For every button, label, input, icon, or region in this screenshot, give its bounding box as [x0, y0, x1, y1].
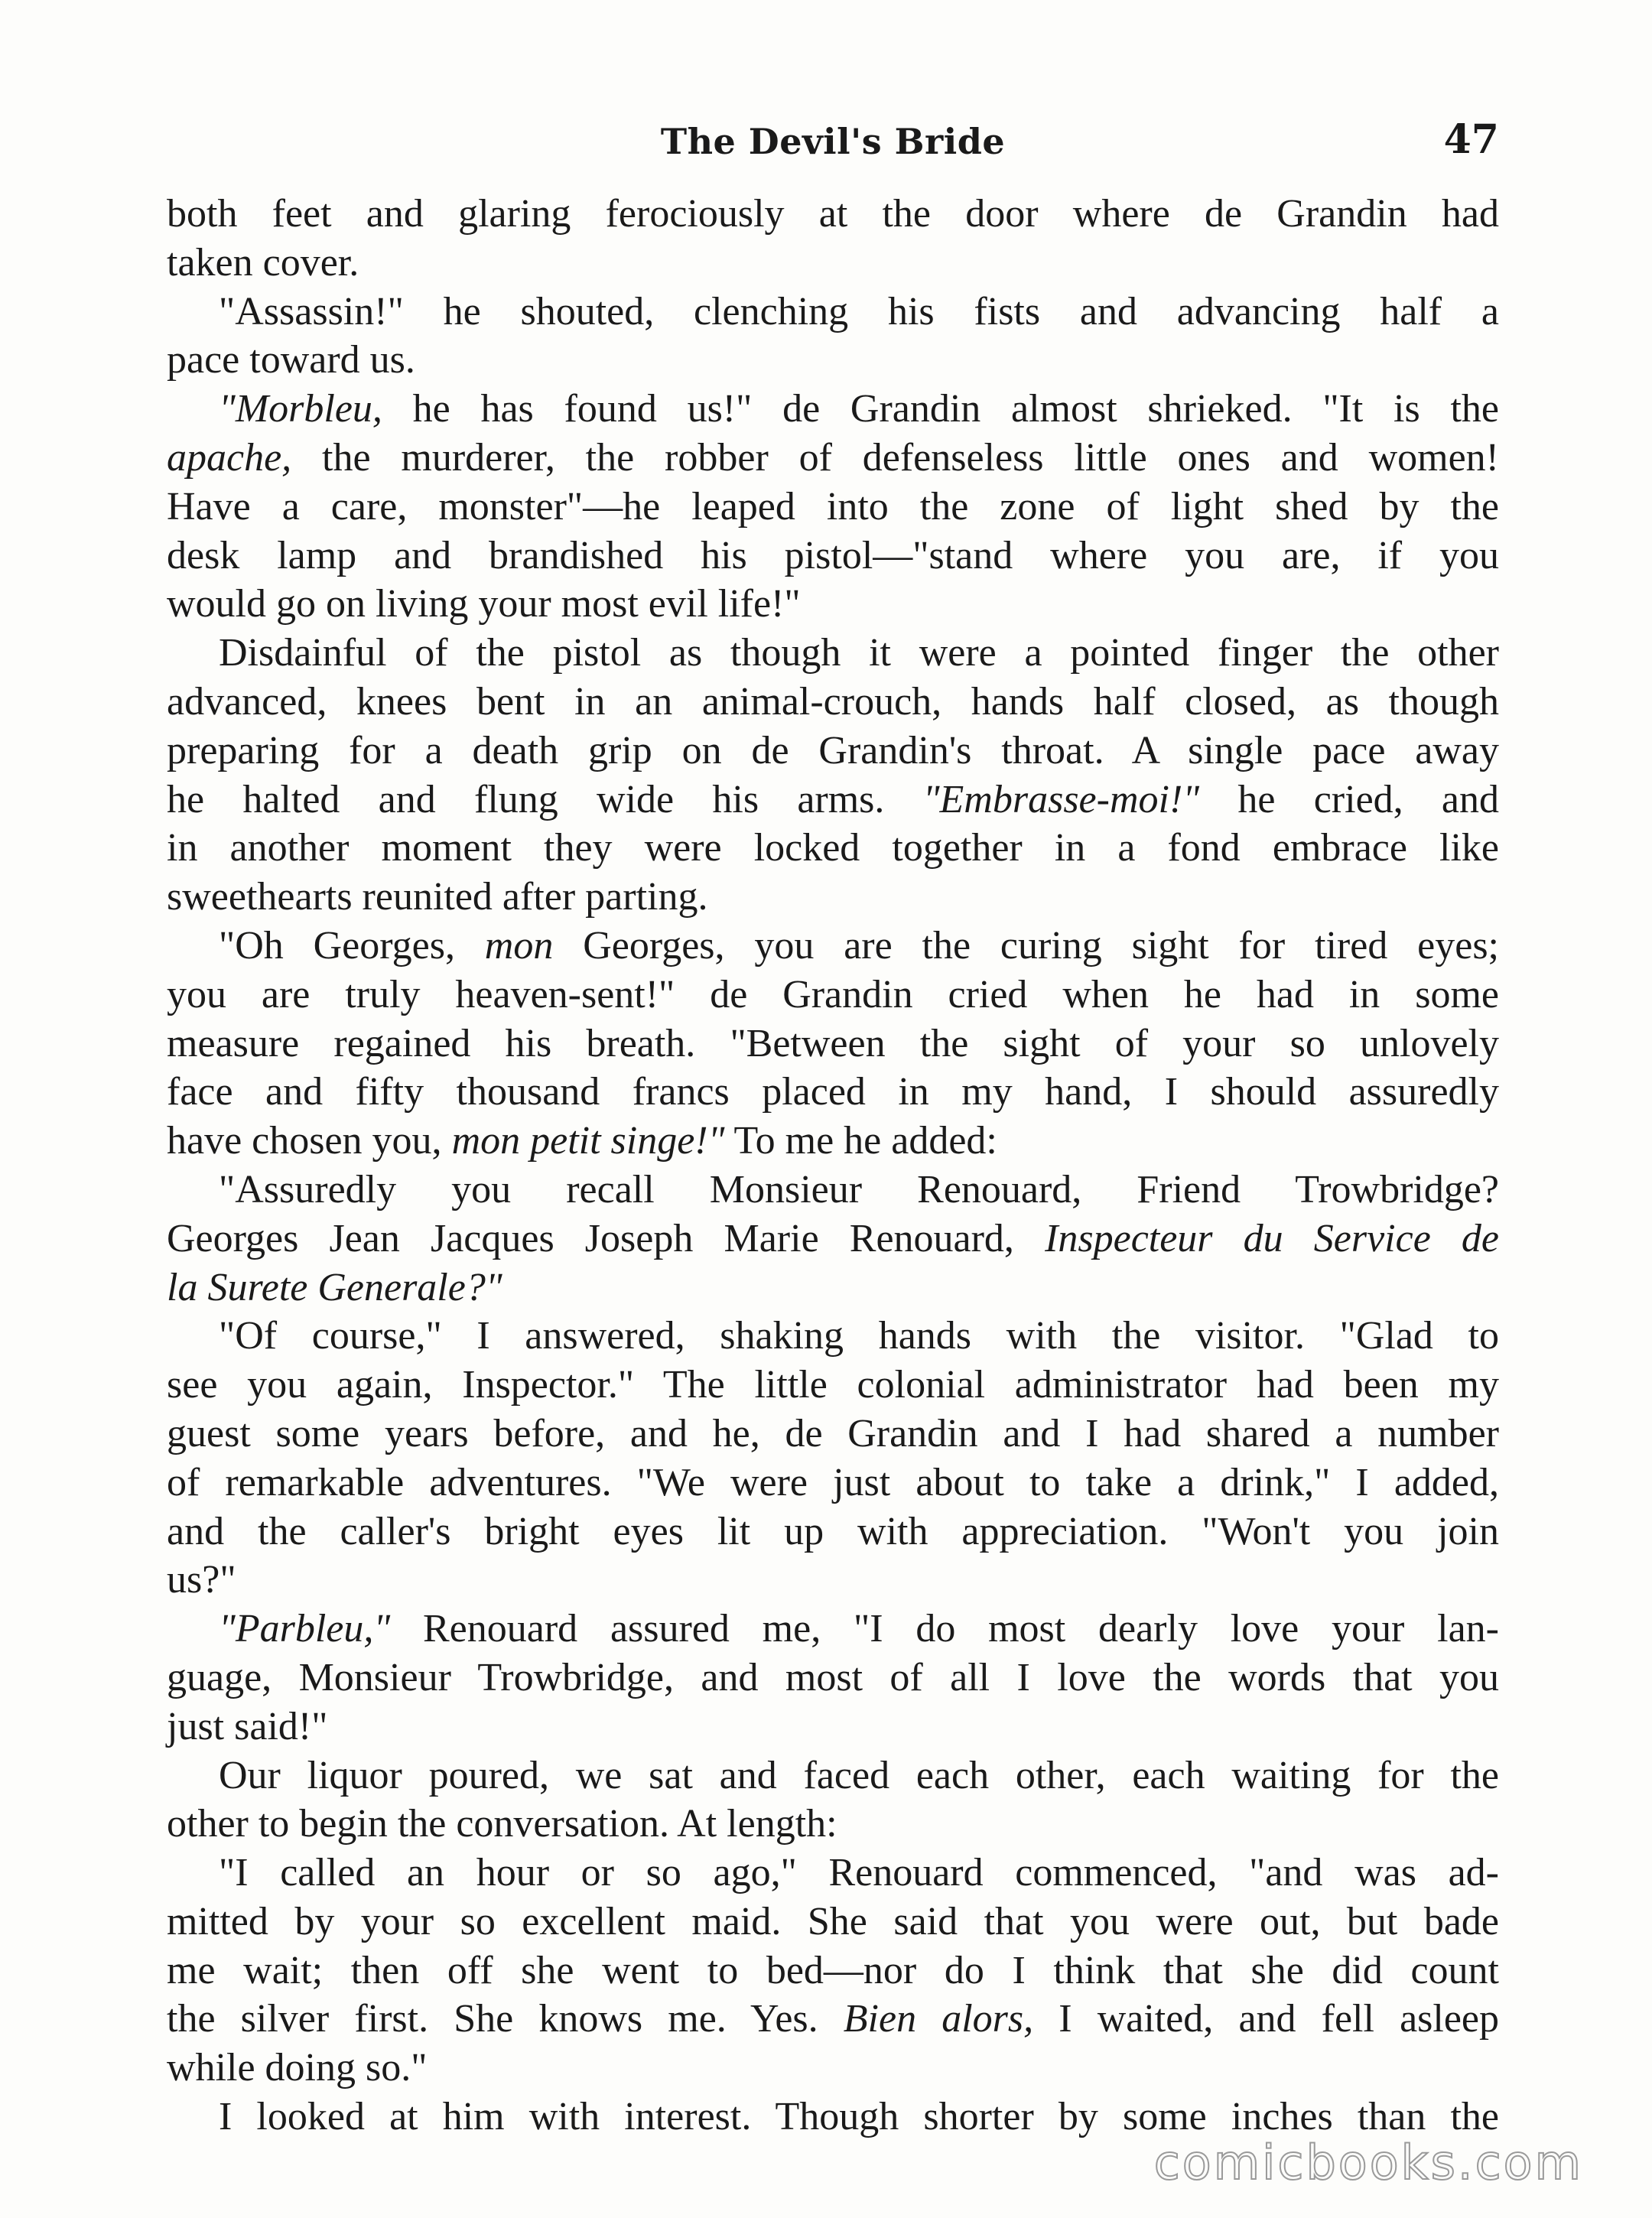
italic-text: Inspecteur du Service de: [1045, 1216, 1499, 1260]
text-run: would go on living your most evil life!": [167, 582, 801, 626]
text-run: Georges, you are the curing sight for tired eyes;: [553, 923, 1499, 968]
text-line: [167, 678, 1499, 727]
text-run: he has found us!" de Grandin almost shrieked. "It is the: [382, 387, 1499, 431]
text-run: us?": [167, 1558, 236, 1602]
text-run: while doing so.": [167, 2046, 428, 2090]
text-line: [167, 1020, 1499, 1068]
text-line: [167, 824, 1499, 873]
text-line: [167, 190, 1499, 239]
text-run: of remarkable adventures. "We were just about to take a drink," I added,: [167, 1460, 1499, 1504]
text-run: Disdainful of the pistol as though it were a pointed finger the other: [219, 631, 1499, 675]
text-line: [167, 1946, 1499, 1995]
text-run: "Of course," I answered, shaking hands with the visitor. "Glad to: [219, 1314, 1499, 1358]
text-line: [167, 239, 1499, 288]
text-run: "Assuredly you recall Monsieur Renouard, Friend Trowbridge?: [219, 1167, 1499, 1211]
body-text: [167, 190, 1499, 2142]
text-run: "Assassin!" he shouted, clenching his fists and advancing half a: [219, 289, 1499, 333]
text-run: To me he added:: [724, 1119, 997, 1163]
text-line: [167, 434, 1499, 483]
text-run: advanced, knees bent in an animal-crouch, hands half closed, as though: [167, 679, 1499, 724]
text-run: mitted by your so excellent maid. She said that you were out, but bade: [167, 1899, 1499, 1943]
text-run: have chosen you,: [167, 1119, 452, 1163]
text-line: [167, 1263, 1499, 1312]
text-line: [167, 1800, 1499, 1849]
text-run: sweethearts reunited after parting.: [167, 875, 708, 919]
text-line: [167, 1703, 1499, 1751]
text-run: "Oh Georges,: [219, 923, 485, 968]
text-run: the silver first. She knows me. Yes.: [167, 1997, 844, 2041]
text-line: [167, 2044, 1499, 2093]
text-line: [167, 1312, 1499, 1361]
text-line: [167, 580, 1499, 629]
page-number: 47: [1443, 116, 1499, 163]
italic-text: Bien alors,: [843, 1997, 1034, 2041]
text-line: [167, 873, 1499, 922]
text-line: [167, 1995, 1499, 2044]
page-header: [167, 116, 1499, 174]
text-run: "I called an hour or so ago," Renouard commenced, "and was ad-: [219, 1851, 1499, 1895]
text-line: [167, 483, 1499, 532]
text-run: Georges Jean Jacques Joseph Marie Renouard,: [167, 1216, 1046, 1260]
italic-text: "Embrasse-moi!": [922, 777, 1200, 821]
text-run: I waited, and fell asleep: [1033, 1997, 1499, 2041]
text-line: [167, 1849, 1499, 1898]
text-line: [167, 1459, 1499, 1507]
text-run: guest some years before, and he, de Grandin and I had shared a number: [167, 1411, 1499, 1455]
text-run: Renouard assured me, "I do most dearly love your lan-: [390, 1607, 1499, 1651]
text-line: [167, 1556, 1499, 1605]
text-run: I looked at him with interest. Though shorter by some inches than the: [219, 2095, 1499, 2139]
watermark: comicbooks.com: [1153, 2135, 1583, 2190]
text-run: pace toward us.: [167, 338, 415, 382]
text-run: just said!": [167, 1704, 328, 1748]
text-line: [167, 336, 1499, 385]
text-run: me wait; then off she went to bed—nor do I think that she did count: [167, 1948, 1499, 1992]
text-line: [167, 922, 1499, 971]
text-run: he cried, and: [1199, 777, 1499, 821]
text-run: in another moment they were locked together in a fond embrace like: [167, 826, 1499, 870]
text-run: guage, Monsieur Trowbridge, and most of all I love the words that you: [167, 1655, 1499, 1699]
text-line: [167, 1605, 1499, 1654]
text-line: [167, 1215, 1499, 1263]
italic-text: la Surete Generale?": [167, 1265, 502, 1309]
text-run: you are truly heaven-sent!" de Grandin cried when he had in some: [167, 972, 1499, 1016]
text-line: [167, 1751, 1499, 1800]
text-run: see you again, Inspector." The little colonial administrator had been my: [167, 1363, 1499, 1407]
italic-text: apache,: [167, 435, 292, 480]
italic-text: "Parbleu,": [219, 1607, 391, 1651]
text-line: [167, 1361, 1499, 1410]
text-line: [167, 1068, 1499, 1117]
text-line: [167, 971, 1499, 1020]
text-run: face and fifty thousand francs placed in my hand, I should assuredly: [167, 1070, 1499, 1114]
text-line: [167, 1117, 1499, 1166]
text-run: desk lamp and brandished his pistol—"stand where you are, if you: [167, 533, 1499, 577]
text-run: taken cover.: [167, 240, 359, 285]
text-line: [167, 629, 1499, 678]
text-run: Our liquor poured, we sat and faced each other, each waiting for the: [219, 1753, 1499, 1797]
italic-text: "Morbleu,: [219, 387, 382, 431]
text-line: [167, 776, 1499, 824]
text-line: [167, 1166, 1499, 1215]
italic-text: mon petit singe!": [451, 1119, 725, 1163]
text-run: Have a care, monster"—he leaped into the zone of light shed by the: [167, 484, 1499, 528]
text-line: [167, 1654, 1499, 1703]
text-line: [167, 532, 1499, 581]
text-line: [167, 1898, 1499, 1946]
text-run: both feet and glaring ferociously at the door where de Grandin had: [167, 192, 1499, 236]
text-run: he halted and flung wide his arms.: [167, 777, 923, 821]
text-line: [167, 1410, 1499, 1459]
text-run: the murderer, the robber of defenseless little ones and women!: [291, 435, 1499, 480]
text-line: [167, 1507, 1499, 1556]
text-line: [167, 288, 1499, 337]
running-title: The Devil's Bride: [660, 121, 1006, 162]
text-run: measure regained his breath. "Between the sight of your so unlovely: [167, 1021, 1499, 1065]
text-line: [167, 385, 1499, 434]
text-line: [167, 727, 1499, 776]
text-run: and the caller's bright eyes lit up with appreciation. "Won't you join: [167, 1509, 1499, 1553]
text-run: other to begin the conversation. At length:: [167, 1802, 837, 1846]
italic-text: mon: [484, 923, 554, 968]
text-run: preparing for a death grip on de Grandin's throat. A single pace away: [167, 728, 1499, 772]
